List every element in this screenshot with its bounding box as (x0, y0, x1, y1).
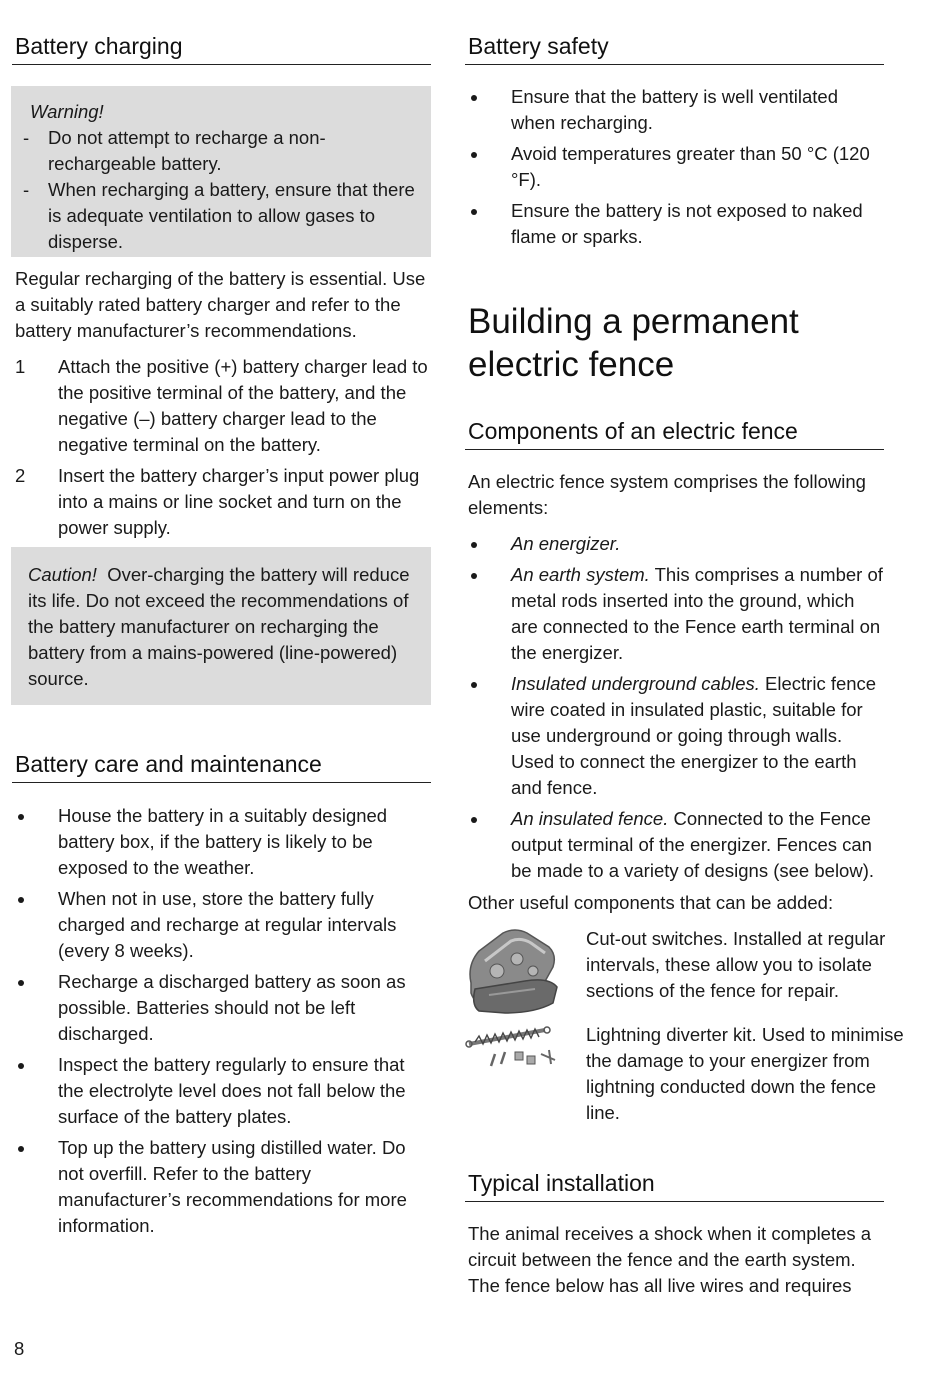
charging-intro: Regular recharging of the battery is essential. Use a suitably rated battery charger and refer to the battery manufacturer’s recommendations. (15, 268, 426, 341)
step-text: Attach the positive (+) battery charger lead to the positive terminal of the battery, and the negative (–) battery charger lead to the negative terminal on the battery. (58, 356, 428, 455)
typical-installation-text: The animal receives a shock when it completes a circuit between the fence and the earth system. The fence below has all live wires and requires (468, 1223, 872, 1296)
cut-out-switch-image (465, 925, 565, 1017)
bullet-dot (471, 152, 477, 158)
safety-item: Ensure the battery is not exposed to naked flame or sparks. (465, 198, 885, 250)
heading-battery-charging: Battery charging (12, 32, 431, 65)
bullet-dot (471, 209, 477, 215)
page-number: 8 (14, 1338, 25, 1359)
warning-box (11, 86, 431, 257)
components-intro: An electric fence system comprises the following elements: (468, 471, 866, 518)
step-item (12, 463, 430, 541)
lightning-diverter-kit-image (465, 1022, 565, 1074)
step-text: Insert the battery charger’s input power plug into a mains or line socket and turn on the power supply. (58, 465, 420, 538)
bullet-dot (471, 682, 477, 688)
warning-list (11, 125, 421, 255)
care-list (12, 803, 430, 1244)
caution-text: Over-charging the battery will reduce its life. Do not exceed the recommendations of the battery manufacturer on recharging the battery from a mains-powered (line-powered) source. (28, 564, 410, 689)
care-item: Recharge a discharged battery as soon as possible. Batteries should not be left discharged. (12, 969, 430, 1047)
safety-item: Avoid temperatures greater than 50 °C (120 °F). (465, 141, 885, 193)
bullet-dot (18, 897, 24, 903)
step-number: 2 (15, 465, 26, 486)
caution-label: Caution! (28, 564, 97, 585)
bullet-dot (471, 95, 477, 101)
care-item: Top up the battery using distilled water. Do not overfill. Refer to the battery manufacturer’s recommendations for more information. (12, 1135, 430, 1239)
warning-item: - When recharging a battery, ensure that there is adequate ventilation to allow gases to disperse. (23, 179, 415, 252)
dash-marker: - (23, 127, 30, 148)
safety-list (465, 84, 885, 255)
bullet-dot (471, 817, 477, 823)
components-list (465, 531, 885, 889)
heading-battery-care: Battery care and maintenance (12, 750, 431, 783)
component-item: An earth system. This comprises a number of metal rods inserted into the ground, which are connected to the Fence earth terminal on the energizer. (465, 562, 885, 666)
warning-title: Warning! (30, 101, 104, 122)
caution-box (11, 547, 431, 705)
warning-item: - Do not attempt to recharge a non-rechargeable battery. (23, 127, 326, 174)
care-item: When not in use, store the battery fully charged and recharge at regular intervals (every 8 weeks). (12, 886, 430, 964)
heading-components: Components of an electric fence (465, 417, 884, 450)
heading-typical-installation: Typical installation (465, 1169, 884, 1202)
bullet-dot (18, 980, 24, 986)
bullet-dot (471, 573, 477, 579)
bullet-dot (18, 1063, 24, 1069)
component-item: Insulated underground cables. Electric fence wire coated in insulated plastic, suitable for use underground or going through walls. Used to connect the energizer to the earth and fence. (465, 671, 885, 801)
bullet-dot (18, 814, 24, 820)
component-item: An energizer. (465, 531, 885, 557)
component-item: An insulated fence. Connected to the Fence output terminal of the energizer. Fences can be made to a variety of designs (see below). (465, 806, 885, 884)
charging-steps (12, 354, 430, 546)
dash-marker: - (23, 179, 30, 200)
bullet-dot (471, 542, 477, 548)
step-item (12, 354, 430, 458)
section-title-building-fence: Building a permanent electric fence (468, 302, 799, 384)
care-item: Inspect the battery regularly to ensure that the electrolyte level does not fall below the surface of the battery plates. (12, 1052, 430, 1130)
care-item: House the battery in a suitably designed battery box, if the battery is likely to be exposed to the weather. (12, 803, 430, 881)
extra-cut-out-switches: Cut-out switches. Installed at regular intervals, these allow you to isolate sections of the fence for repair. (586, 928, 886, 1001)
extra-lightning-diverter: Lightning diverter kit. Used to minimise the damage to your energizer from lightning conducted down the fence line. (586, 1024, 904, 1123)
safety-item: Ensure that the battery is well ventilated when recharging. (465, 84, 885, 136)
heading-battery-safety: Battery safety (465, 32, 884, 65)
other-components-intro: Other useful components that can be added: (468, 892, 834, 913)
step-number: 1 (15, 356, 26, 377)
bullet-dot (18, 1146, 24, 1152)
